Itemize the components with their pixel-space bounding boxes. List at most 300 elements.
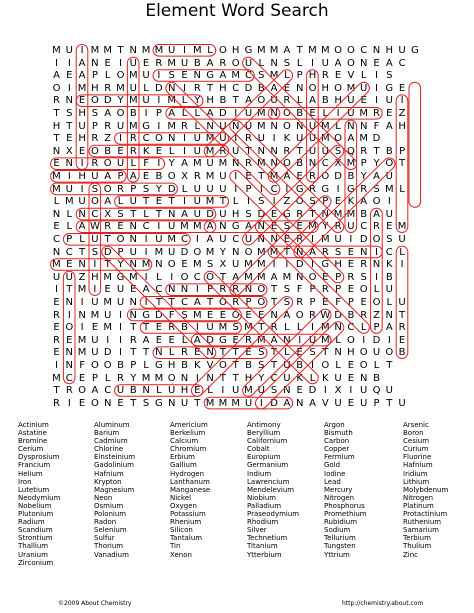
grid-letter: O (90, 397, 99, 409)
word-list-item: Barium (94, 429, 120, 438)
grid-letter: E (347, 372, 355, 384)
grid-letter: B (347, 171, 355, 182)
word-list-item: Rhodium (247, 518, 279, 527)
grid-letter: U (91, 234, 99, 245)
grid-letter: M (167, 57, 176, 69)
grid-letter: T (258, 322, 265, 334)
grid-letter: R (181, 347, 188, 359)
grid-letter: X (334, 385, 342, 397)
grid-letter: U (104, 309, 112, 321)
grid-letter: I (311, 360, 314, 371)
grid-letter: L (232, 196, 239, 208)
grid-letter: M (269, 171, 279, 182)
grid-letter: E (347, 397, 355, 409)
word-list-item: Helium (18, 469, 43, 478)
grid-letter: F (373, 120, 380, 132)
grid-letter: H (78, 108, 86, 119)
grid-letter: U (321, 57, 329, 69)
grid-letter: K (283, 133, 291, 145)
word-list-item: Argon (324, 421, 345, 429)
grid-letter: L (373, 360, 380, 371)
grid-letter: U (168, 221, 176, 233)
grid-letter: P (66, 234, 73, 245)
grid-letter: G (347, 183, 355, 195)
grid-letter: I (375, 95, 378, 107)
grid-letter: H (167, 360, 176, 371)
grid-letter: Z (283, 196, 291, 208)
grid-letter: H (244, 372, 253, 384)
grid-letter: O (257, 95, 266, 107)
grid-letter: S (142, 183, 150, 195)
grid-letter: U (321, 145, 329, 157)
grid-letter: A (219, 70, 227, 82)
grid-letter: O (90, 95, 99, 107)
grid-letter: E (117, 397, 124, 409)
word-list-item: Tantalum (170, 534, 203, 543)
grid-letter: I (285, 259, 289, 271)
word-list-item: Bismuth (324, 429, 353, 438)
grid-letter: B (155, 171, 163, 182)
grid-letter: T (66, 120, 73, 132)
word-list-item: Lawrencium (247, 477, 290, 486)
grid-letter: C (142, 133, 150, 145)
grid-letter: H (231, 45, 240, 56)
grid-letter: R (155, 57, 163, 69)
page-title: Element Word Search (145, 1, 329, 21)
grid-letter: M (244, 271, 253, 283)
grid-letter: R (245, 158, 252, 170)
grid-letter: R (219, 57, 227, 69)
word-list-item: Curium (403, 445, 429, 454)
grid-letter: T (232, 360, 239, 371)
grid-letter: L (143, 82, 149, 94)
grid-letter: E (347, 360, 355, 371)
grid-letter: M (256, 158, 266, 170)
grid-letter: N (347, 120, 355, 132)
grid-letter: C (181, 297, 188, 308)
word-list-item: Erbium (170, 453, 195, 462)
grid-letter: M (205, 196, 215, 208)
grid-letter: A (283, 171, 291, 182)
grid-letter: A (181, 158, 188, 170)
grid-letter: H (91, 82, 99, 94)
grid-letter: U (360, 82, 368, 94)
grid-letter: R (321, 246, 329, 258)
grid-letter: I (336, 108, 340, 119)
grid-letter: O (180, 271, 189, 283)
word-list-item: Scandium (18, 526, 53, 535)
grid-letter: Y (117, 95, 124, 107)
grid-letter: L (181, 183, 188, 195)
grid-letter: R (373, 108, 380, 119)
grid-letter: I (323, 385, 327, 397)
grid-letter: P (130, 183, 137, 195)
grid-letter: E (168, 334, 175, 346)
grid-letter: P (347, 297, 354, 308)
grid-letter: N (65, 158, 74, 170)
grid-letter: O (385, 347, 394, 359)
grid-letter: O (321, 360, 330, 371)
grid-letter: S (283, 57, 291, 69)
grid-letter: L (194, 120, 201, 132)
grid-letter: C (385, 246, 393, 258)
grid-letter: A (270, 82, 278, 94)
grid-letter: U (206, 158, 214, 170)
grid-letter: E (309, 108, 316, 119)
grid-letter: E (347, 246, 355, 258)
grid-letter: M (320, 120, 330, 132)
grid-letter: M (77, 284, 87, 296)
grid-letter: R (53, 334, 60, 346)
grid-letter: S (283, 284, 291, 296)
grid-letter: S (91, 183, 99, 195)
grid-letter: T (271, 360, 278, 371)
grid-letter: P (130, 360, 137, 371)
grid-row (50, 397, 418, 411)
grid-letter: N (206, 120, 214, 132)
grid-letter: U (155, 234, 163, 245)
grid-letter: M (320, 133, 330, 145)
grid-letter: U (296, 133, 304, 145)
grid-letter: E (373, 57, 380, 69)
grid-letter: T (104, 234, 111, 245)
grid-letter: D (155, 82, 163, 94)
grid-letter: Z (398, 108, 406, 119)
word-list-item: Europium (247, 453, 281, 462)
grid-letter: M (192, 221, 202, 233)
grid-letter: U (244, 234, 253, 245)
grid-letter: O (231, 57, 240, 69)
word-list-item: Oxygen (170, 501, 197, 510)
grid-letter: M (218, 397, 228, 409)
grid-letter: X (104, 208, 112, 220)
grid-letter: A (206, 234, 214, 245)
grid-letter: A (53, 70, 60, 82)
grid-letter: N (231, 120, 240, 132)
word-list-item: Osmium (94, 501, 124, 510)
grid-letter: B (398, 347, 406, 359)
grid-letter: L (143, 208, 149, 220)
grid-letter: N (359, 57, 368, 69)
grid-letter: U (193, 208, 201, 220)
word-column (18, 421, 94, 567)
grid-letter: N (206, 347, 214, 359)
grid-letter: L (399, 246, 405, 258)
grid-letter: U (91, 347, 99, 359)
grid-letter: T (309, 208, 316, 220)
grid-letter: N (129, 221, 138, 233)
grid-letter: P (399, 145, 406, 157)
grid-letter: U (398, 234, 406, 245)
word-list-item: Calcium (170, 437, 199, 446)
grid-letter: C (270, 183, 278, 195)
grid-letter: I (144, 108, 148, 119)
grid-letter: M (244, 322, 253, 334)
grid-letter: N (167, 133, 176, 145)
grid-letter: O (282, 108, 291, 119)
grid-letter: I (183, 82, 186, 94)
grid-letter: O (244, 246, 253, 258)
grid-letter: A (283, 309, 291, 321)
grid-letter: O (372, 234, 381, 245)
word-list-item: Tungsten (324, 542, 356, 551)
grid-letter: F (143, 158, 149, 170)
grid-letter: I (311, 234, 314, 245)
grid-letter: N (129, 45, 138, 56)
grid-letter: U (219, 133, 227, 145)
grid-letter: R (117, 183, 124, 195)
grid-letter: B (385, 145, 393, 157)
grid-letter: E (232, 334, 239, 346)
grid-letter: C (181, 234, 188, 245)
grid-letter: L (309, 372, 316, 384)
grid-letter: R (168, 322, 176, 334)
grid-letter: U (129, 196, 137, 208)
grid-letter: A (232, 271, 240, 283)
grid-letter: I (234, 108, 238, 119)
word-list-item: Nitrogen (403, 493, 434, 502)
grid-letter: M (205, 171, 215, 182)
grid-letter: E (104, 57, 111, 69)
grid-letter: R (193, 171, 201, 182)
grid-letter: H (308, 70, 317, 82)
grid-letter: S (334, 246, 342, 258)
word-list-item: Thorium (94, 542, 124, 551)
grid-letter: K (296, 372, 303, 384)
word-list-item: Chlorine (94, 445, 124, 454)
grid-letter: A (78, 70, 86, 82)
grid-letter: S (142, 397, 150, 409)
grid-letter: E (245, 309, 252, 321)
word-list-item: Sulfur (94, 534, 115, 543)
word-list-item: Iodine (324, 469, 346, 478)
grid-letter: O (167, 259, 176, 271)
grid-letter: K (386, 259, 393, 271)
word-column (403, 421, 474, 559)
grid-letter: M (359, 133, 368, 145)
grid-letter: U (180, 57, 189, 69)
grid-letter: R (232, 284, 240, 296)
grid-letter: Z (104, 133, 112, 145)
grid-letter: U (116, 297, 125, 308)
grid-letter: I (272, 133, 276, 145)
grid-letter: O (321, 171, 330, 182)
grid-letter: Y (373, 158, 380, 170)
grid-letter: D (372, 334, 381, 346)
grid-letter: O (103, 360, 112, 371)
grid-letter: A (142, 284, 150, 296)
grid-letter: R (104, 221, 112, 233)
grid-letter: R (296, 208, 304, 220)
grid-letter: M (346, 208, 356, 220)
grid-letter: E (322, 297, 329, 308)
grid-letter: U (65, 45, 73, 56)
copyright-text: ©2009 About Chemistry (58, 600, 132, 607)
grid-letter: U (193, 145, 201, 157)
grid-letter: T (219, 271, 226, 283)
grid-letter: D (219, 108, 227, 119)
grid-letter: L (181, 334, 188, 346)
grid-letter: E (117, 145, 124, 157)
grid-letter: T (130, 397, 137, 409)
grid-letter: S (66, 108, 73, 119)
grid-letter: M (90, 45, 100, 56)
grid-letter: T (155, 208, 162, 220)
grid-letter: I (119, 347, 122, 359)
word-list-item: Protactinium (403, 510, 448, 519)
grid-letter: T (258, 171, 265, 182)
grid-letter: L (322, 108, 329, 119)
grid-letter: O (52, 82, 61, 94)
grid-letter: U (347, 221, 355, 233)
grid-letter: L (296, 95, 303, 107)
word-list-item: Gadolinium (94, 461, 134, 470)
grid-letter: T (104, 259, 111, 271)
grid-letter: U (193, 183, 201, 195)
grid-letter: E (386, 108, 393, 119)
grid-letter: D (206, 334, 214, 346)
grid-letter: H (334, 95, 342, 107)
grid-letter: I (67, 309, 71, 321)
grid-letter: O (346, 334, 355, 346)
grid-letter: L (181, 95, 188, 107)
grid-letter: R (321, 284, 329, 296)
grid-letter: O (334, 133, 343, 145)
word-list-item: Chromium (170, 445, 207, 454)
grid-letter: I (183, 196, 186, 208)
grid-letter: U (270, 95, 278, 107)
grid-letter: H (231, 208, 240, 220)
grid-letter: B (193, 57, 201, 69)
grid-letter: R (347, 271, 355, 283)
word-list-item: Indium (247, 469, 272, 478)
grid-letter: U (385, 208, 393, 220)
grid-letter: I (400, 95, 404, 107)
grid-letter: M (205, 145, 215, 157)
grid-letter: P (117, 171, 124, 182)
grid-letter: V (347, 70, 355, 82)
grid-letter: A (104, 196, 112, 208)
grid-letter: T (296, 145, 303, 157)
grid-letter: U (206, 183, 214, 195)
grid-letter: E (155, 145, 163, 157)
grid-letter: D (206, 208, 214, 220)
grid-letter: N (359, 372, 368, 384)
word-list-item: Nitrogen (324, 493, 355, 502)
grid-letter: E (334, 196, 342, 208)
grid-letter: B (385, 271, 393, 283)
grid-letter: Y (219, 246, 226, 258)
grid-letter: T (373, 145, 380, 157)
grid-letter: U (257, 385, 265, 397)
grid-letter: U (385, 284, 393, 296)
word-list-item: Radon (94, 518, 117, 527)
grid-letter: S (386, 234, 393, 245)
grid-letter: T (399, 309, 406, 321)
grid-letter: I (183, 133, 186, 145)
grid-letter: M (192, 259, 202, 271)
grid-letter: P (117, 246, 124, 258)
grid-letter: U (385, 95, 393, 107)
grid-letter: Z (373, 309, 380, 321)
grid-letter: O (334, 45, 343, 56)
grid-letter: Y (155, 183, 162, 195)
grid-letter: R (309, 183, 316, 195)
grid-letter: M (192, 309, 202, 321)
grid-letter: C (53, 234, 60, 245)
grid-letter: M (141, 372, 151, 384)
grid-letter: P (91, 120, 98, 132)
word-list-item: Niobium (247, 493, 277, 502)
grid-letter: L (360, 70, 367, 82)
grid-letter: N (334, 347, 342, 359)
grid-letter: P (373, 322, 380, 334)
grid-letter: A (309, 246, 316, 258)
grid-letter: M (154, 246, 164, 258)
grid-letter: L (284, 347, 290, 359)
word-list-item: Actinium (18, 421, 49, 429)
grid-letter: I (234, 133, 238, 145)
grid-letter: Y (360, 171, 367, 182)
grid-letter: U (283, 372, 291, 384)
grid-letter: M (52, 259, 61, 271)
grid-letter: L (130, 158, 137, 170)
grid-letter: N (103, 397, 112, 409)
grid-letter: C (193, 271, 201, 283)
word-list-item: Xenon (170, 550, 192, 559)
grid-letter: A (168, 108, 176, 119)
word-list-item: Americium (170, 421, 208, 429)
grid-letter: F (296, 284, 303, 296)
grid-letter: D (270, 397, 278, 409)
grid-letter: H (206, 95, 214, 107)
grid-letter: A (206, 108, 214, 119)
grid-letter: E (270, 208, 278, 220)
grid-letter: U (360, 385, 368, 397)
grid-letter: M (256, 120, 266, 132)
grid-letter: U (244, 397, 253, 409)
grid-letter: O (90, 196, 99, 208)
word-list-item: Nickel (170, 493, 192, 502)
site-url-link[interactable]: http://chemistry.about.com (342, 600, 424, 607)
grid-letter: G (206, 70, 214, 82)
grid-letter: U (206, 322, 214, 334)
word-list-item: Potassium (170, 510, 206, 519)
grid-letter: S (258, 196, 265, 208)
grid-letter: R (398, 322, 406, 334)
grid-letter: E (155, 322, 163, 334)
grid-letter: M (397, 221, 407, 233)
grid-letter: L (66, 221, 73, 233)
grid-letter: O (308, 271, 317, 283)
word-list-item: Einsteinium (94, 453, 136, 462)
grid-letter: Z (78, 271, 86, 283)
grid-letter: I (67, 82, 71, 94)
grid-letter: I (80, 183, 84, 195)
grid-letter: R (309, 309, 316, 321)
grid-letter: R (91, 158, 99, 170)
word-list-item: Cadmium (94, 437, 128, 446)
grid-letter: L (335, 334, 341, 346)
grid-letter: I (311, 322, 314, 334)
grid-letter: O (372, 196, 381, 208)
grid-letter: M (167, 95, 176, 107)
grid-letter: I (119, 322, 122, 334)
grid-letter: B (347, 309, 355, 321)
grid-letter: I (119, 309, 122, 321)
grid-letter: T (219, 196, 226, 208)
grid-letter: R (91, 133, 99, 145)
